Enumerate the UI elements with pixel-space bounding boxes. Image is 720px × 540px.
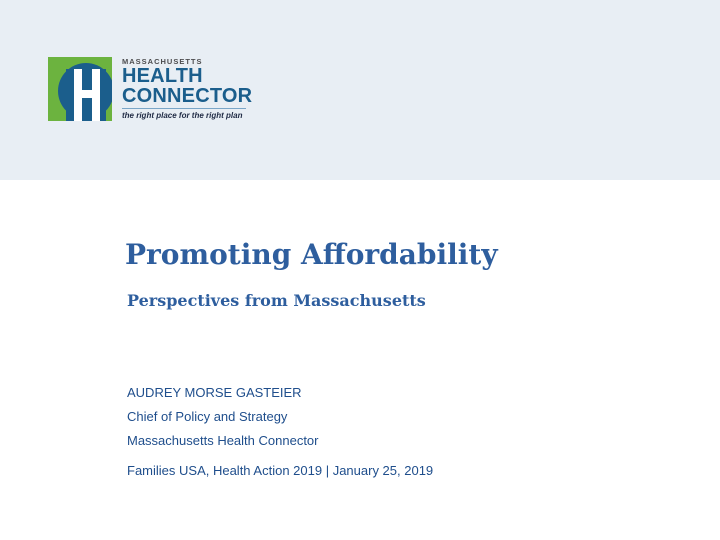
logo-state: MASSACHUSETTS (122, 57, 203, 66)
presenter-role: Chief of Policy and Strategy (127, 409, 288, 424)
presenter-block (127, 381, 318, 453)
header-band (0, 0, 720, 180)
logo-tagline: the right place for the right plan (122, 111, 243, 120)
logo-health: HEALTH (122, 65, 203, 87)
slide-subtitle: Perspectives from Massachusetts (127, 291, 426, 310)
health-connector-logo (48, 57, 253, 123)
slide-title: Promoting Affordability (125, 238, 498, 271)
event-line: Families USA, Health Action 2019 | January 25, 2019 (127, 463, 434, 478)
presenter-organization: Massachusetts Health Connector (127, 433, 319, 448)
presenter-name: AUDREY MORSE GASTEIER (127, 385, 302, 400)
logo-connector: CONNECTOR (122, 85, 253, 107)
logo-divider (122, 108, 246, 109)
health-connector-h-icon (48, 57, 112, 121)
logo-wordmark (122, 57, 252, 120)
